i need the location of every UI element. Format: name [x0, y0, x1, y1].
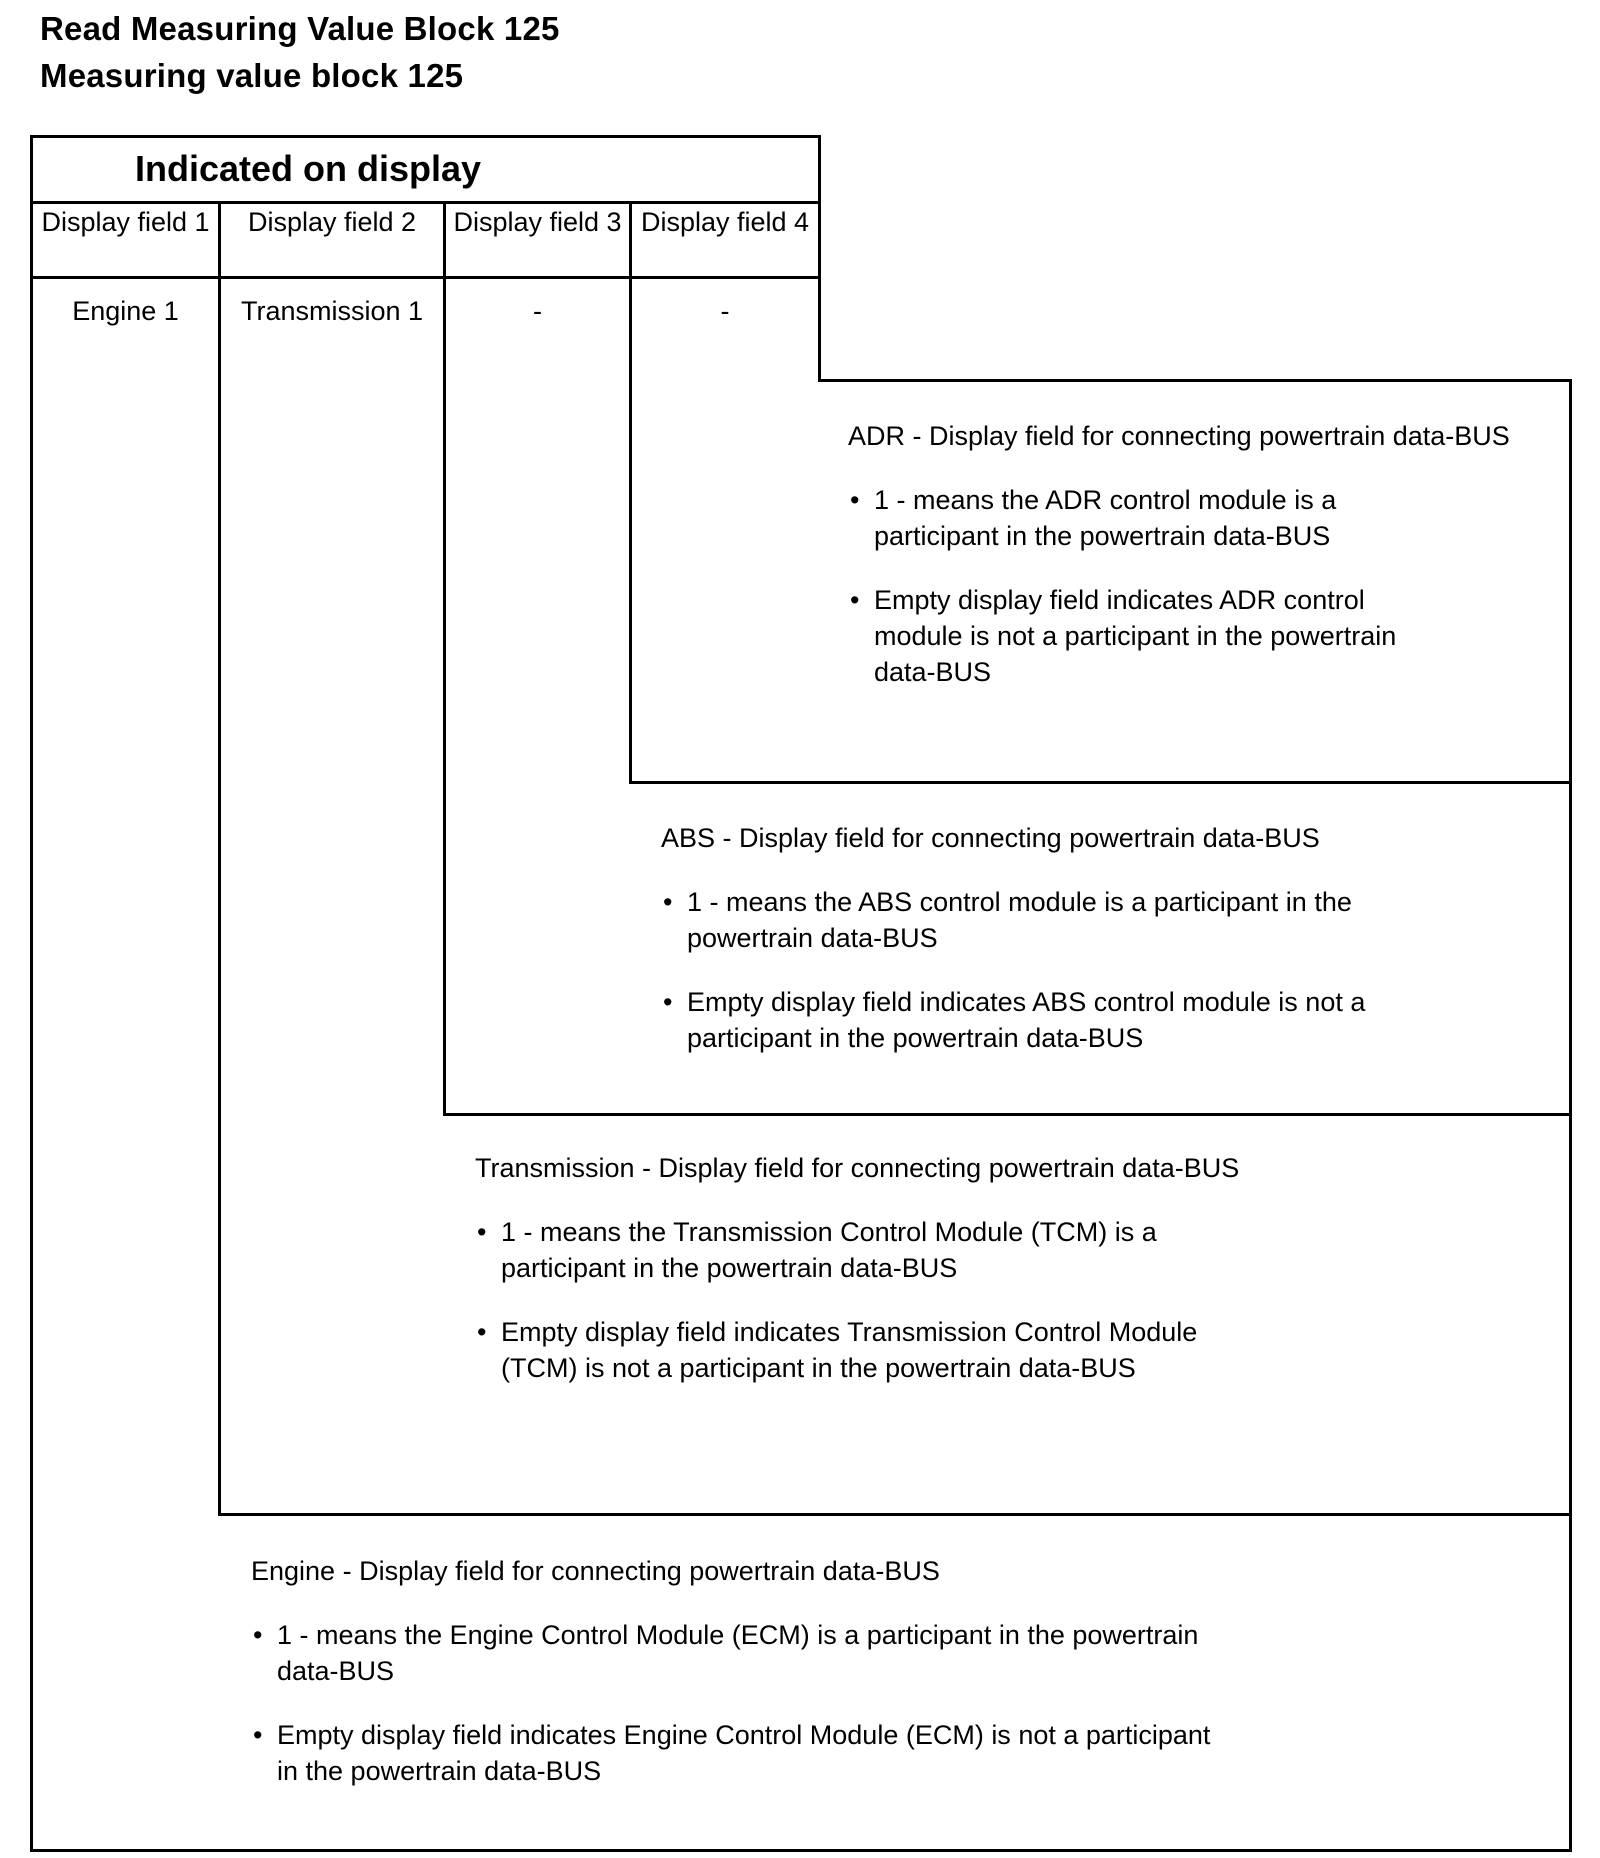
table-header-divider: [30, 201, 821, 204]
page-title: Read Measuring Value Block 125: [40, 10, 560, 47]
adr-bullet-1: • 1 - means the ADR control module is a participant in the powertrain data-BUS: [848, 482, 1394, 554]
col-divider-1: [218, 201, 221, 1516]
engine-bullet-2: • Empty display field indicates Engine Control Module (ECM) is not a participant in the powertrain data-BUS: [251, 1717, 1237, 1789]
abs-description: [661, 820, 1541, 1084]
table-columns-divider: [30, 276, 821, 279]
column-header-4: Display field 4: [640, 207, 810, 237]
transmission-box-bottom: [218, 1513, 1572, 1516]
abs-bullet-1: • 1 - means the ABS control module is a participant in the powertrain data-BUS: [661, 884, 1387, 956]
value-field-3: -: [533, 296, 542, 326]
column-header-3: Display field 3: [453, 207, 622, 237]
value-field-2: Transmission 1: [240, 296, 424, 326]
value-field-1: Engine 1: [72, 296, 179, 326]
abs-box-bottom: [443, 1113, 1572, 1116]
transmission-bullet-1: • 1 - means the Transmission Control Module (TCM) is a participant in the powertrain data-BUS: [475, 1214, 1231, 1286]
engine-description: [251, 1553, 1251, 1817]
value-field-4: -: [720, 296, 730, 326]
column-header-1: Display field 1: [41, 207, 210, 237]
table-top-border: [30, 135, 821, 138]
transmission-bullets: [475, 1214, 1285, 1386]
abs-bullets: [661, 884, 1541, 1056]
col-divider-2: [443, 201, 446, 1116]
outer-left-border: [30, 135, 33, 1852]
adr-heading: ADR - Display field for connecting powertrain data-BUS: [848, 421, 1510, 451]
outer-bottom-border: [30, 1849, 1572, 1852]
engine-heading: Engine - Display field for connecting powertrain data-BUS: [251, 1556, 940, 1586]
adr-bullet-2: • Empty display field indicates ADR control module is not a participant in the powertrain data-BUS: [848, 582, 1454, 690]
table-right-border: [818, 135, 821, 382]
adr-box-top: [818, 379, 1572, 382]
col-divider-3: [629, 201, 632, 784]
column-header-2: Display field 2: [247, 207, 417, 237]
abs-heading: ABS - Display field for connecting powertrain data-BUS: [661, 823, 1320, 853]
transmission-heading: Transmission - Display field for connecting powertrain data-BUS: [475, 1153, 1240, 1183]
page-subtitle: Measuring value block 125: [40, 57, 464, 94]
engine-bullet-1: • 1 - means the Engine Control Module (ECM) is a participant in the powertrain data-BUS: [251, 1617, 1217, 1689]
adr-box-bottom: [629, 781, 1572, 784]
table-header: Indicated on display: [135, 148, 482, 189]
abs-bullet-2: • Empty display field indicates ABS control module is not a participant in the powertrain data-BUS: [661, 984, 1407, 1056]
transmission-description: [475, 1150, 1285, 1414]
adr-bullets: [848, 482, 1528, 690]
engine-bullets: [251, 1617, 1251, 1789]
transmission-bullet-2: • Empty display field indicates Transmission Control Module (TCM) is not a participant in the powertrain data-BUS: [475, 1314, 1201, 1386]
adr-description: [848, 418, 1528, 718]
